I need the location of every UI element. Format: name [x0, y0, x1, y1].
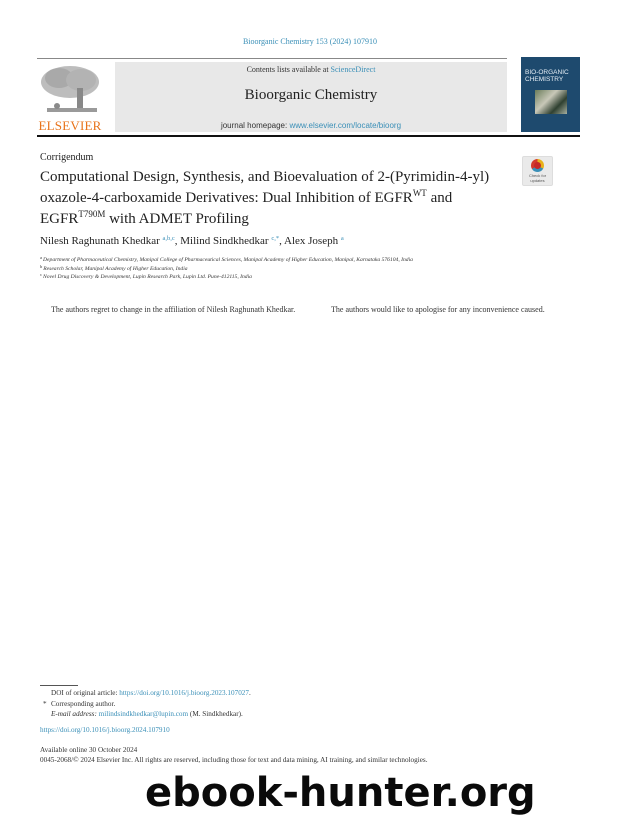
- author-name[interactable]: Nilesh Raghunath Khedkar: [40, 235, 160, 247]
- author-affil-marks[interactable]: c,*: [271, 235, 280, 242]
- author-name[interactable]: Alex Joseph: [284, 235, 339, 247]
- homepage-prefix: journal homepage:: [220, 121, 290, 130]
- article-title: Computational Design, Synthesis, and Bioevaluation of 2-(Pyrimidin-4-yl) oxazole-4-carboxamide Derivatives: Dual Inhibition of $EGFR^{WT}$ and $EGFR^{T790M}$ with ADMET Profiling: [40, 169, 490, 227]
- crossmark-label: Check for updates: [528, 173, 547, 183]
- contents-line: [115, 65, 507, 74]
- cover-title: BIO-ORGANIC CHEMISTRY: [525, 69, 569, 83]
- journal-citation-header[interactable]: Bioorganic Chemistry 153 (2024) 107910: [242, 37, 378, 46]
- elsevier-tree-icon: [39, 64, 101, 116]
- footnote-email: E-mail address: milindsindkhedkar@lupin.com (M. Sindkhedkar).: [51, 710, 243, 718]
- article-type-label: Corrigendum: [40, 152, 94, 163]
- affiliations: [40, 256, 413, 282]
- available-online: Available online 30 October 2024: [40, 746, 138, 754]
- elsevier-wordmark: ELSEVIER: [38, 118, 102, 133]
- journal-title: Bioorganic Chemistry: [244, 87, 378, 103]
- publication-info: [40, 746, 428, 765]
- affiliation-item: $^a$Department of Pharmaceutical Chemistry, Manipal College of Pharmaceutical Sciences, Manipal Academy of Higher Education, Manipal, Karnataka 576104, India: [40, 255, 413, 263]
- check-for-updates-button[interactable]: [522, 156, 553, 186]
- journal-masthead: [115, 62, 507, 132]
- copyright-notice: 0045-2068/© 2024 Elsevier Inc. All rights are reserved, including those for text and data mining, AI training, and similar technologies.: [40, 755, 428, 764]
- affiliation-item: $^c$Novel Drug Discovery & Development, Lupin Research Park, Lupin Ltd. Pune-412115, India: [40, 272, 252, 280]
- journal-homepage-link[interactable]: www.elsevier.com/locate/bioorg: [289, 121, 402, 130]
- author-affil-marks[interactable]: a: [340, 235, 344, 242]
- body-paragraph-right: The authors would like to apologise for any inconvenience caused.: [331, 305, 545, 314]
- footnote-corresponding: * Corresponding author.: [43, 699, 116, 708]
- body-paragraph-left: The authors regret to change in the affiliation of Nilesh Raghunath Khedkar.: [51, 305, 296, 314]
- masthead-bottom-rule: [37, 135, 580, 137]
- elsevier-logo[interactable]: [37, 60, 103, 134]
- footnote-original-doi: DOI of original article: https://doi.org/10.1016/j.bioorg.2023.107027.: [51, 689, 251, 697]
- homepage-line: [115, 121, 507, 130]
- original-doi-link[interactable]: https://doi.org/10.1016/j.bioorg.2023.107027: [119, 689, 249, 697]
- watermark-text: ebook-hunter.org: [145, 770, 536, 816]
- footnote-rule: [40, 685, 78, 686]
- journal-cover-image[interactable]: [521, 57, 580, 132]
- article-doi-link[interactable]: https://doi.org/10.1016/j.bioorg.2024.107910: [40, 726, 170, 734]
- affiliation-item: $^b$Research Scholar, Manipal Academy of Higher Education, India: [40, 263, 188, 272]
- author-list: Nilesh Raghunath Khedkar $^{a,b,c}$, Milind Sindkhedkar $^{c,*}$, Alex Joseph $^a$: [40, 235, 344, 247]
- author-affil-marks[interactable]: a,b,c: [162, 235, 175, 242]
- contents-prefix: Contents lists available at: [246, 65, 331, 74]
- cover-photo: [535, 90, 567, 114]
- email-link[interactable]: milindsindkhedkar@lupin.com: [98, 710, 189, 718]
- header-rule: [37, 58, 507, 59]
- sciencedirect-link[interactable]: ScienceDirect: [330, 65, 376, 74]
- crossmark-icon: [531, 159, 544, 172]
- footnotes: [40, 688, 251, 720]
- author-name[interactable]: Milind Sindkhedkar: [180, 235, 269, 247]
